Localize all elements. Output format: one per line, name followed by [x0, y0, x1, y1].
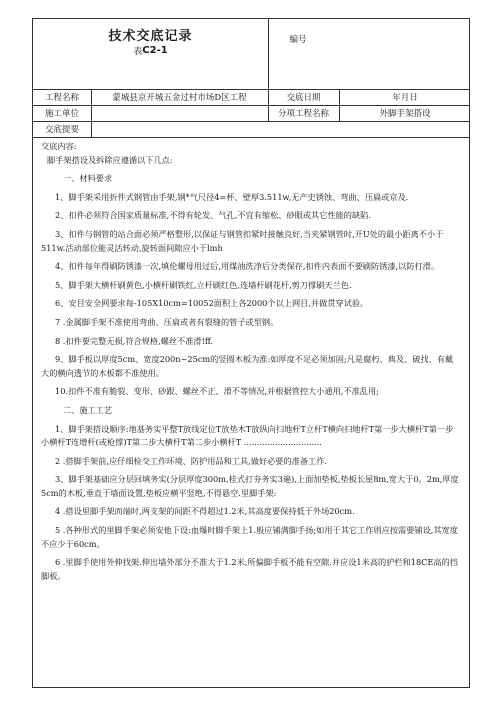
list-item: 9、脚手板以厚度5cm、宽度200n~25cm的竖圆木板为淮:如厚度不足必须加固;凡是腐朽、典及、破找、有戴大的横向透节的木板都不准使用。	[41, 354, 454, 378]
list-item: 7 .金属脚手架不准使用弯曲、压扁或者有裂缝的管子或型钢。	[55, 316, 279, 327]
list-item: 6、安目安全网要求每-105X10cm=10052面积上各2000个以上网目,并做贯穿试验。	[55, 298, 369, 309]
list-item: 1、脚手架采用折件式钢管由手架,钢*气尺径4=杯、壁厚3.511w,无产史锈蚀、弯曲、压扁或京及.	[55, 191, 409, 202]
list-item: 3、扣件与钢管的站合面必须严格整形,以保证与钢管扣紧时接触良好,当夹紧钢管时,开U处的最小距离不小于511w.活动部位能灵活转动,旋转面间隙应小于lmh	[41, 228, 444, 253]
list-item: 5、脚手架大横杆刷黄色,小横杆刷铁红,立杆刷红色,连墙杆刷花杆,剪刀撑刷天兰色.	[55, 279, 352, 290]
list-item: 6 .里脚手使用外伸找架.伸出墙外部分不准大于1.2米,所偏脚手板不能有空隙.并应设1米高的护栏和18CE高的挡脚板。	[41, 557, 458, 581]
form-title: 技术交底记录	[108, 28, 193, 44]
process-list	[41, 423, 461, 584]
list-item: 4、扣件每年得刷防锈漆一次,填伦螺母用过后,用煤油洗净后分类保存,扣件内表面不要刷防锈漆,以防打滑。	[55, 261, 440, 272]
list-item: 5 .各种形式的里脚手架必须安他下设:血爆时脚手架上1.般应铺满脚手扬;如用于其它工作则应按需要铺设,其宽度不应少于60cm。	[41, 525, 458, 549]
summary-label: 交底提要	[44, 125, 79, 135]
project-name-label: 工程名称	[44, 93, 79, 103]
project-name-value: 蒙城县京开城五金过村市场D区工程	[112, 93, 247, 103]
subproject-label: 分项工程名称	[277, 109, 329, 119]
construction-unit-value[interactable]	[91, 105, 268, 121]
content-heading: 交底内容:	[41, 141, 77, 151]
content-intro: 脚手架搭设及拆除应遵循以下几点:	[47, 154, 173, 165]
form-code	[33, 43, 268, 57]
list-item: 1、脚手架搭设顺序:地基务实平整T放线定位T放垫木T放纵向扫地杆T立杆T横向扫地杆T第一步大横杆T第一步小横杆T连增杆(或枪撑)T第二步大横杆T第二步小横杆T ..............................	[41, 423, 454, 448]
list-item: 10.扣件不准有脆裂、变形、砂跟、螺丝不正、滑不等情况,并根据管控大小通用,不准乱用;	[55, 386, 379, 397]
list-item: 2、扣件必须符合国家质量标准,不得有轮发、气孔,不宜有缩松、砂眼或其它性能的缺陷.	[55, 210, 371, 221]
date-label: 交底日期	[286, 93, 321, 103]
tech-disclosure-form	[32, 18, 470, 688]
row-divider	[33, 121, 469, 122]
subproject-value: 外脚手架搭设	[379, 109, 431, 119]
date-value: 年月日	[392, 93, 418, 103]
number-label: 编号	[289, 35, 307, 45]
section-title: 一、材料要求	[63, 173, 113, 184]
construction-unit-label: 施工单位	[44, 109, 79, 119]
disclosure-content	[33, 137, 469, 687]
list-item: 2 .搭脚手架前,应仔细检交工作环境、防护用品和工具,做好必要的准备工作.	[55, 455, 328, 466]
form-code-prefix: 表	[133, 46, 143, 57]
number-value-field[interactable]	[328, 19, 471, 89]
form-code-value: C2-1	[142, 44, 168, 56]
materials-list	[41, 191, 461, 399]
section-title: 二、施工工艺	[63, 404, 113, 415]
list-item: 3、脚手架基础应分层回填务实(分层厚度300m,桂式打夯务实3遍),上面加垫板,垫板长屋8m,宽大于0。2m,厚度5cm的木板,垂直于墙面设置,垫板应横平竖绝,不得悬空.里脚手架:	[41, 474, 459, 498]
list-item: 4 .搭设里脚手架而端时,两支架的间距不得超过1.2米,其高度要保持低于外场20cm.	[55, 506, 355, 517]
list-item: 8 .扣件要完整无损,符合规格,螺丝不准滑!ff.	[55, 335, 214, 346]
